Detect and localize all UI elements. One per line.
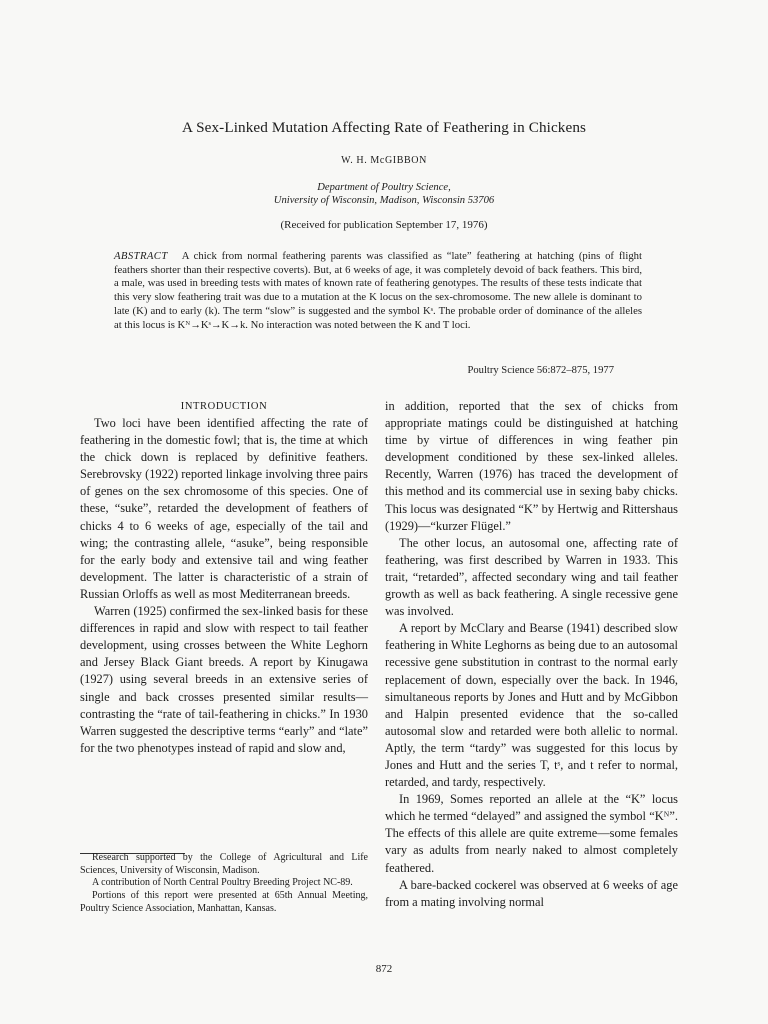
paragraph: A report by McClary and Bearse (1941) described slow feathering in White Leghorns as being due to an autosomal recessive gene substitution in contrast to the normal early replacement of down, especially over the back. In 1946, simultaneous reports by Jones and Hutt and by McGibbon and Halpin presented evidence that the so-called autosomal slow and retarded were both allelic to normal. Aptly, the term “tardy” was suggested for this locus by Jones and Hutt and the series T, tˢ, and t refer to normal, retarded, and tardy, respectively. [385,621,678,790]
paragraph: Two loci have been identified affecting the rate of feathering in the domestic fowl; that is, the time at which the chick down is replaced by definitive feathers. Serebrovsky (1922) reported linkage involving three pairs of genes on the sex chromosome of this species. One of these, “suke”, retarded the development of feathers of chicks 4 to 6 weeks of age, especially of the tail and wing; the contrasting allele, “asuke”, being responsible for the early body and extensive tail and wing feather development. The latter is characteristic of a strain of Russian Orloffs as well as most Mediterranean breeds. [80,416,368,601]
footnotes [80,852,368,916]
paper-title: A Sex-Linked Mutation Affecting Rate of Feathering in Chickens [181,119,587,136]
university-line: University of Wisconsin, Madison, Wisconsin 53706 [273,195,495,206]
footnote: Research supported by the College of Agricultural and Life Sciences, University of Wisconsin, Madison. [80,852,368,876]
paragraph: Warren (1925) confirmed the sex-linked basis for these differences in rapid and slow with respect to tail feather development, using crosses between the White Leghorn and Jersey Black Giant breeds. A report by Kinugawa (1927) using several breeds in an extensive series of single and back crosses presented similar results—contrasting the “rate of tail-feathering in chicks.” In 1930 Warren suggested the descriptive terms “early” and “late” for the two phenotypes instead of rapid and slow and, [80,604,368,755]
page-number: 872 [375,963,393,975]
left-column [80,398,368,757]
journal-citation: Poultry Science 56:872–875, 1977 [467,365,614,376]
abstract-text: A chick from normal feathering parents was classified as “late” feathering at hatching (pins of flight feathers shorter than their respective coverts). But, at 6 weeks of age, it was completely devoid of back feathers. This bird, a male, was used in breeding tests with mates of known rate of feathering genotypes. The results of these tests indicate that this very slow feathering trait was due to a mutation at the K locus on the sex-chromosome. The new allele is dominant to late (K) and to early (k). The term “slow” is suggested and the symbol Kˢ. The probable order of dominance of the alleles at this locus is Kᴺ→Kˢ→K→k. No interaction was noted between the K and T loci. [114,250,642,331]
received-date: (Received for publication September 17, 1976) [280,219,488,231]
paragraph: in addition, reported that the sex of chicks from appropriate matings could be distinguished at hatching time by virtue of differences in wing feather pin development conditioned by these sex-linked alleles. Recently, Warren (1976) has traced the development of this method and its commercial use in sexing baby chicks. This locus was designated “K” by Hertwig and Rittershaus (1929)—“kurzer Flügel.” [385,399,678,533]
right-column [385,398,678,911]
department-line: Department of Poultry Science, [317,182,451,193]
paragraph: A bare-backed cockerel was observed at 6 weeks of age from a mating involving normal [385,877,678,909]
author-name: W. H. McGIBBON [341,155,427,166]
abstract-label: ABSTRACT [114,250,168,262]
abstract [114,250,642,332]
footnote: A contribution of North Central Poultry Breeding Project NC-89. [92,877,353,889]
paragraph: In 1969, Somes reported an allele at the “K” locus which he termed “delayed” and assigned the symbol “Kᴺ”. The effects of this allele are quite extreme—some females vary as adults from nearly naked to almost completely feathered. [385,792,678,875]
footnote: Portions of this report were presented at 65th Annual Meeting, Poultry Science Association, Manhattan, Kansas. [80,890,368,914]
section-heading: INTRODUCTION [180,401,268,412]
paragraph: The other locus, an autosomal one, affecting rate of feathering, was first described by Warren in 1933. This trait, “retarded”, affected secondary wing and tail feather growth as well as back feathering. A single recessive gene was involved. [385,535,678,619]
author-affiliation [0,181,768,207]
